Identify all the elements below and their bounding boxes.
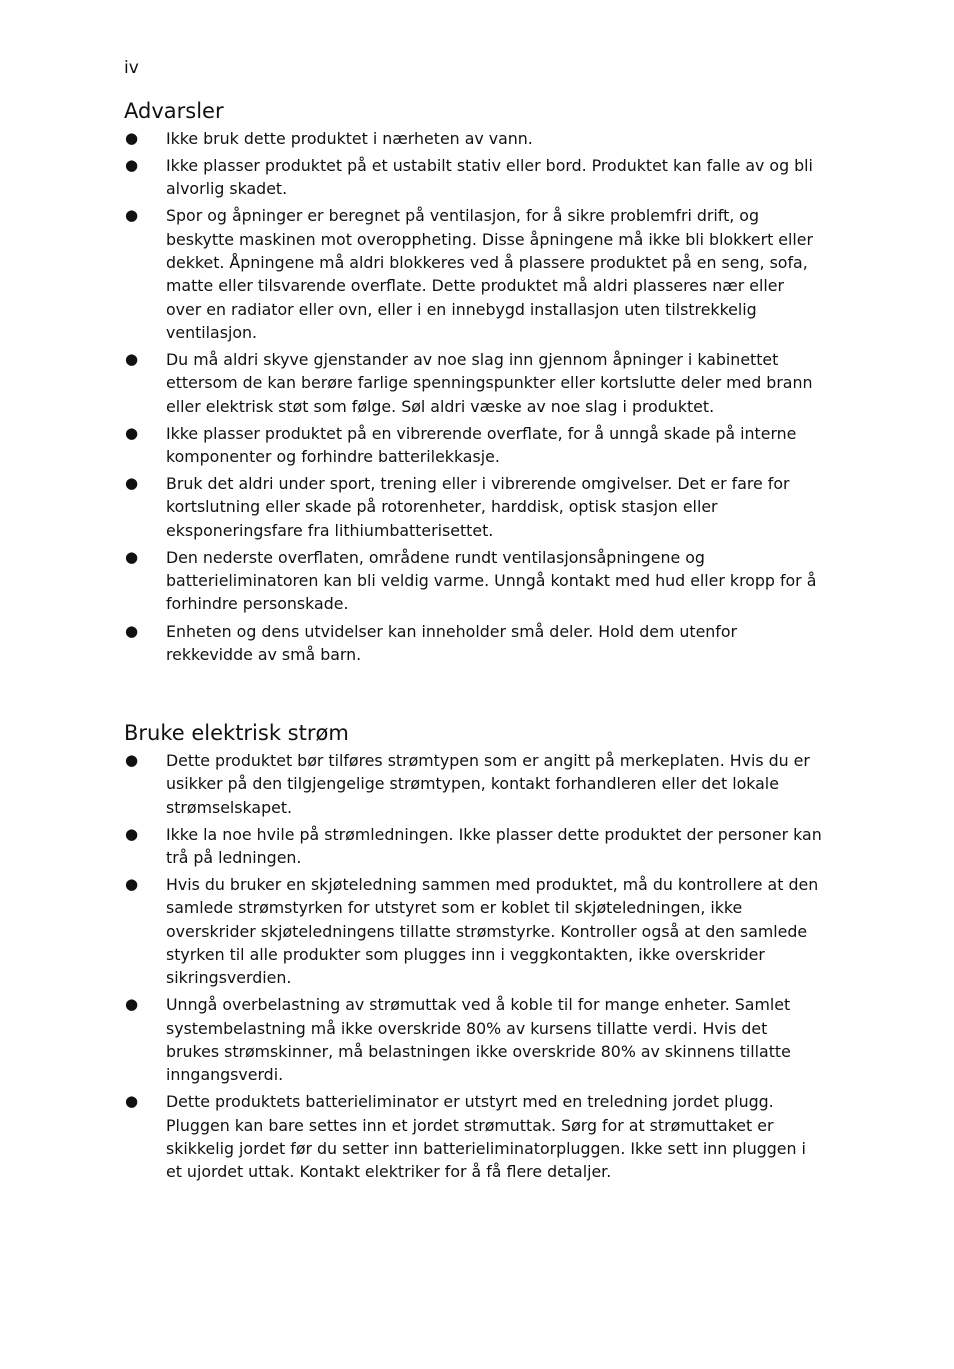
list-item-text: Ikke la noe hvile på strømledningen. Ikke plasser dette produktet der personer kan trå på ledningen. [166, 824, 822, 867]
bullet-icon: ● [125, 1092, 139, 1111]
bullet-icon: ● [125, 547, 139, 566]
bullet-icon: ● [125, 751, 139, 769]
list-item [124, 749, 824, 819]
list-item [124, 154, 824, 201]
bullet-icon: ● [125, 206, 139, 225]
bullet-icon: ● [125, 995, 139, 1014]
list-item-text: Dette produktet bør tilføres strømtypen som er angitt på merkeplaten. Hvis du er usikker på den tilgjengelige strømtypen, kontakt forhandleren eller det lokale strømselskapet. [166, 751, 810, 817]
bullet-icon: ● [125, 474, 139, 493]
page-number: iv [124, 58, 139, 78]
list-item [124, 422, 824, 469]
list-item [124, 993, 824, 1086]
list-item-text: Du må aldri skyve gjenstander av noe slag inn gjennom åpninger i kabinettet ettersom de kan berøre farlige spenningspunkter eller kortslutte deler med brann eller elektrisk støt som følge. Søl aldri væske av noe slag i produktet. [166, 350, 813, 416]
section-advarsler [124, 97, 824, 670]
list-item [124, 348, 824, 418]
list-item-text: Enheten og dens utvidelser kan inneholder små deler. Hold dem utenfor rekkevidde av små barn. [166, 621, 738, 664]
section-bruke-elektrisk-strom [124, 719, 824, 1187]
bullet-icon: ● [125, 156, 139, 175]
bullet-icon: ● [125, 350, 139, 369]
list-item [124, 823, 824, 870]
list-item-text: Ikke plasser produktet på et ustabilt stativ eller bord. Produktet kan falle av og bli alvorlig skadet. [166, 156, 813, 199]
list-item [124, 127, 824, 150]
list-item [124, 873, 824, 989]
bullet-icon: ● [125, 824, 139, 843]
list-item-text: Bruk det aldri under sport, trening eller i vibrerende omgivelser. Det er fare for kortslutning eller skade på rotorenheter, harddisk, optisk stasjon eller eksponeringsfare fra lithiumbatterisettet. [166, 474, 790, 540]
list-item-text: Spor og åpninger er beregnet på ventilasjon, for å sikre problemfri drift, og beskytte maskinen mot overoppheting. Disse åpningene må ikke bli blokkert eller dekket. Åpningene må aldri blokkeres ved å plassere produktet på en seng, sofa, matte eller tilsvarende overflate. Dette produktet må aldri plasseres nær eller over en radiator eller ovn, eller i en innebygd installasjon uten tilstrekkelig ventilasjon. [166, 206, 814, 342]
bullet-list [124, 127, 824, 666]
bullet-icon: ● [125, 875, 139, 894]
list-item [124, 620, 824, 667]
section-title: Bruke elektrisk strøm [124, 721, 349, 745]
bullet-icon: ● [125, 423, 139, 442]
section-title: Advarsler [124, 99, 224, 123]
list-item-text: Dette produktets batterieliminator er utstyrt med en treledning jordet plugg. Pluggen kan bare settes inn et jordet strømuttak. Sørg for at strømuttaket er skikkelig jordet før du setter inn batterieliminatorpluggen. Ikke sett inn pluggen i et ujordet uttak. Kontakt elektriker for å få flere detaljer. [166, 1092, 806, 1182]
list-item-text: Ikke bruk dette produktet i nærheten av vann. [166, 129, 533, 148]
list-item-text: Den nederste overflaten, områdene rundt ventilasjonsåpningene og batterieliminatoren kan bli veldig varme. Unngå kontakt med hud eller kropp for å forhindre personskade. [166, 547, 817, 614]
list-item [124, 204, 824, 344]
list-item [124, 1090, 824, 1183]
bullet-icon: ● [125, 129, 139, 147]
list-item-text: Unngå overbelastning av strømuttak ved å koble til for mange enheter. Samlet systembelastning må ikke overskride 80% av kursens tillatte verdi. Hvis det brukes strømskinner, må belastningen ikke overskride 80% av skinnens tillatte inngangsverdi. [166, 995, 791, 1085]
list-item [124, 472, 824, 542]
list-item [124, 546, 824, 616]
bullet-list [124, 749, 824, 1184]
list-item-text: Hvis du bruker en skjøteledning sammen med produktet, må du kontrollere at den samlede strømstyrken for utstyret som er koblet til skjøteledningen, ikke overskrider skjøteledningens tillatte strømstyrke. Kontroller også at den samlede styrken til alle produkter som plugges inn i veggkontakten, ikke overskrider sikringsverdien. [166, 875, 819, 988]
list-item-text: Ikke plasser produktet på en vibrerende overflate, for å unngå skade på interne komponenter og forhindre batterilekkasje. [166, 423, 797, 467]
bullet-icon: ● [125, 621, 139, 640]
